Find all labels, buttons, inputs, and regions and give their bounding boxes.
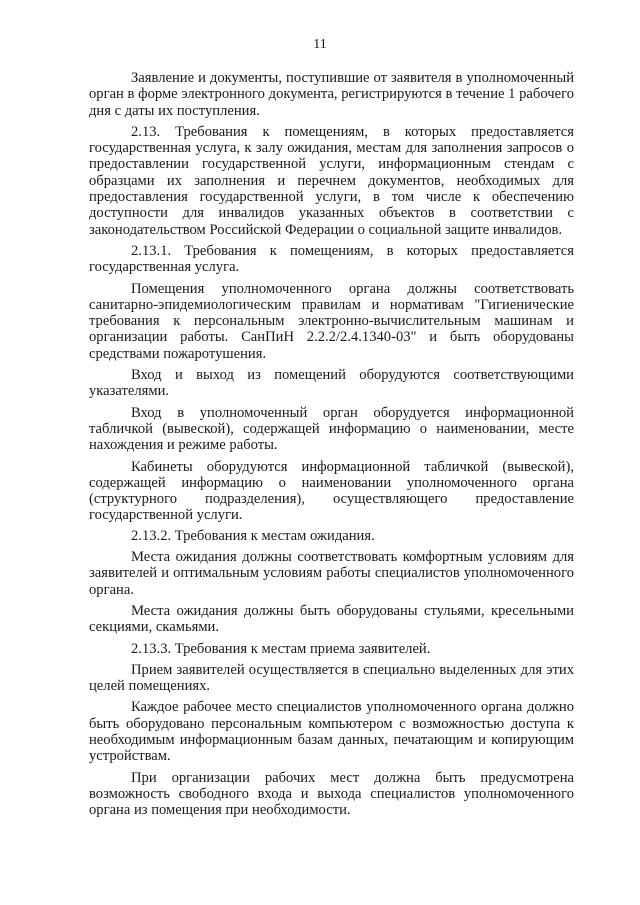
paragraph-2-13-3-reception-places: 2.13.3. Требования к местам приема заявителей.: [131, 640, 431, 657]
document-body: [89, 70, 574, 823]
paragraph-free-access: При организации рабочих мест должна быть предусмотрена возможность свободного входа и выхода специалистов уполномоченного органа из помещения при необходимости.: [89, 769, 574, 819]
paragraph-entrance-signs: Вход и выход из помещений оборудуются соответствующими указателями.: [89, 367, 574, 400]
paragraph-reception-rooms: Прием заявителей осуществляется в специально выделенных для этих целей помещениях.: [89, 661, 574, 695]
paragraph-2-13-1-premises: 2.13.1. Требования к помещениям, в которых предоставляется государственная услуга.: [89, 242, 574, 276]
paragraph-2-13-premises-requirements: 2.13. Требования к помещениям, в которых предоставляется государственная услуга, к залу ожидания, местам для заполнения запросов о предоставлении государственной услуги, информационным стендам с образцами их заполнения и перечнем документов, необходимых для предоставления государственной услуги, в том числе к обеспечению доступности для инвалидов указанных объектов в соответствии с законодательством Российской Федерации о социальной защите инвалидов.: [89, 123, 574, 238]
page-number: 11: [313, 37, 327, 52]
paragraph-office-plates: Кабинеты оборудуются информационной табличкой (вывеской), содержащей информацию о наименовании уполномоченного органа (структурного подразделения), осуществляющего предоставление государственной услуги.: [89, 458, 574, 524]
paragraph-entrance-plate: Вход в уполномоченный орган оборудуется информационной табличкой (вывеской), содержащей информацию о наименовании, месте нахождения и режиме работы.: [89, 404, 574, 454]
paragraph-workstation-equipment: Каждое рабочее место специалистов уполномоченного органа должно быть оборудовано персональным компьютером с возможностью доступа к необходимым информационным базам данных, печатающим и копирующим устройствам.: [89, 699, 574, 765]
paragraph-waiting-comfort: Места ожидания должны соответствовать комфортным условиям для заявителей и оптимальным условиям работы специалистов уполномоченного органа.: [89, 549, 574, 598]
paragraph-sanitary-norms: Помещения уполномоченного органа должны соответствовать санитарно-эпидемиологическим правилам и нормативам "Гигиенические требования к персональным электронно-вычислительным машинам и организации работы. СанПиН 2.2.2/2.4.1340-03" и быть оборудованы средствами пожаротушения.: [89, 280, 574, 362]
paragraph-2-13-2-waiting-places: 2.13.2. Требования к местам ожидания.: [131, 527, 375, 544]
paragraph-applications-registration: Заявление и документы, поступившие от заявителя в уполномоченный орган в форме электронного документа, регистрируются в течение 1 рабочего дня с даты их поступления.: [89, 70, 574, 119]
paragraph-waiting-furniture: Места ожидания должны быть оборудованы стульями, кресельными секциями, скамьями.: [89, 602, 574, 636]
